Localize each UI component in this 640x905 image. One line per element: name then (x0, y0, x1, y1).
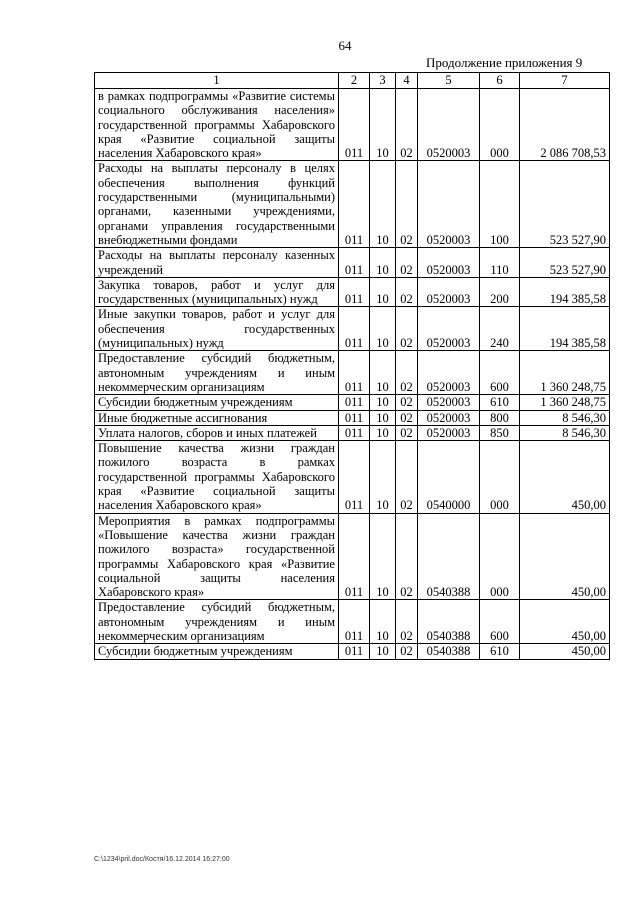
section-code: 10 (370, 277, 396, 307)
ministry-code: 011 (339, 644, 370, 659)
table-row (95, 89, 610, 161)
section-code: 10 (370, 441, 396, 513)
page-number: 64 (338, 38, 352, 53)
section-code: 10 (370, 161, 396, 248)
table-row (95, 248, 610, 278)
column-header: 2 (339, 73, 370, 89)
expense-name: Закупка товаров, работ и услуг для государственных (муниципальных) нужд (95, 277, 339, 307)
section-code: 10 (370, 351, 396, 395)
footer-file-path: C:\1234\pril.doc/Костя/16.12.2014 16:27:00 (94, 856, 230, 863)
amount: 194 385,58 (520, 277, 610, 307)
expense-type-code: 610 (480, 395, 520, 410)
expense-name: Повышение качества жизни граждан пожилого возраста в рамках государственной программы Хабаровского края «Развитие социальной защиты населения Хабаровского края» (95, 441, 339, 513)
continuation-label: Продолжение приложения 9 (426, 55, 583, 70)
table-row (95, 441, 610, 513)
subsection-code: 02 (396, 395, 418, 410)
ministry-code: 011 (339, 277, 370, 307)
amount: 8 546,30 (520, 410, 610, 425)
amount: 450,00 (520, 513, 610, 600)
table-header-row (95, 73, 610, 89)
ministry-code: 011 (339, 161, 370, 248)
ministry-code: 011 (339, 410, 370, 425)
target-article-code: 0520003 (418, 161, 480, 248)
column-header: 6 (480, 73, 520, 89)
amount: 194 385,58 (520, 307, 610, 351)
budget-table (94, 72, 610, 660)
amount: 8 546,30 (520, 425, 610, 440)
table-row (95, 277, 610, 307)
target-article-code: 0520003 (418, 425, 480, 440)
expense-name: в рамках подпрограммы «Развитие системы социального обслуживания населения» государственной программы Хабаровского края «Развитие социальной защиты населения Хабаровского края» (95, 89, 339, 161)
column-header: 1 (95, 73, 339, 89)
subsection-code: 02 (396, 410, 418, 425)
expense-name: Предоставление субсидий бюджетным, автономным учреждениям и иным некоммерческим организациям (95, 351, 339, 395)
table-row (95, 425, 610, 440)
expense-type-code: 600 (480, 351, 520, 395)
section-code: 10 (370, 248, 396, 278)
expense-type-code: 800 (480, 410, 520, 425)
target-article-code: 0540388 (418, 513, 480, 600)
expense-type-code: 610 (480, 644, 520, 659)
subsection-code: 02 (396, 307, 418, 351)
section-code: 10 (370, 410, 396, 425)
expense-type-code: 110 (480, 248, 520, 278)
expense-type-code: 200 (480, 277, 520, 307)
expense-name: Расходы на выплаты персоналу в целях обеспечения выполнения функций государственными (муниципальными) органами, казенными учреждениями, органами управления государственными внебюджетными фондами (95, 161, 339, 248)
subsection-code: 02 (396, 600, 418, 644)
expense-type-code: 000 (480, 513, 520, 600)
target-article-code: 0520003 (418, 248, 480, 278)
amount: 2 086 708,53 (520, 89, 610, 161)
subsection-code: 02 (396, 441, 418, 513)
expense-type-code: 000 (480, 441, 520, 513)
target-article-code: 0540000 (418, 441, 480, 513)
target-article-code: 0540388 (418, 644, 480, 659)
section-code: 10 (370, 89, 396, 161)
expense-name: Уплата налогов, сборов и иных платежей (95, 425, 339, 440)
amount: 523 527,90 (520, 161, 610, 248)
expense-name: Иные закупки товаров, работ и услуг для обеспечения государственных (муниципальных) нужд (95, 307, 339, 351)
ministry-code: 011 (339, 513, 370, 600)
target-article-code: 0520003 (418, 395, 480, 410)
amount: 450,00 (520, 441, 610, 513)
ministry-code: 011 (339, 351, 370, 395)
section-code: 10 (370, 513, 396, 600)
subsection-code: 02 (396, 425, 418, 440)
subsection-code: 02 (396, 248, 418, 278)
table-row (95, 307, 610, 351)
amount: 1 360 248,75 (520, 395, 610, 410)
expense-type-code: 850 (480, 425, 520, 440)
target-article-code: 0520003 (418, 351, 480, 395)
ministry-code: 011 (339, 600, 370, 644)
ministry-code: 011 (339, 307, 370, 351)
section-code: 10 (370, 425, 396, 440)
table-row (95, 410, 610, 425)
subsection-code: 02 (396, 89, 418, 161)
subsection-code: 02 (396, 277, 418, 307)
column-header: 4 (396, 73, 418, 89)
section-code: 10 (370, 600, 396, 644)
target-article-code: 0540388 (418, 600, 480, 644)
subsection-code: 02 (396, 161, 418, 248)
table-row (95, 161, 610, 248)
column-header: 3 (370, 73, 396, 89)
column-header: 7 (520, 73, 610, 89)
expense-name: Субсидии бюджетным учреждениям (95, 644, 339, 659)
expense-name: Мероприятия в рамках подпрограммы «Повышение качества жизни граждан пожилого возраста» государственной программы Хабаровского края «Развитие социальной защиты населения Хабаровского края» (95, 513, 339, 600)
target-article-code: 0520003 (418, 307, 480, 351)
table-row (95, 513, 610, 600)
subsection-code: 02 (396, 644, 418, 659)
ministry-code: 011 (339, 248, 370, 278)
expense-name: Предоставление субсидий бюджетным, автономным учреждениям и иным некоммерческим организациям (95, 600, 339, 644)
amount: 523 527,90 (520, 248, 610, 278)
table-row (95, 351, 610, 395)
amount: 1 360 248,75 (520, 351, 610, 395)
section-code: 10 (370, 395, 396, 410)
amount: 450,00 (520, 600, 610, 644)
subsection-code: 02 (396, 351, 418, 395)
expense-name: Расходы на выплаты персоналу казенных учреждений (95, 248, 339, 278)
ministry-code: 011 (339, 89, 370, 161)
table-row (95, 644, 610, 659)
target-article-code: 0520003 (418, 277, 480, 307)
expense-type-code: 000 (480, 89, 520, 161)
target-article-code: 0520003 (418, 89, 480, 161)
ministry-code: 011 (339, 441, 370, 513)
expense-name: Субсидии бюджетным учреждениям (95, 395, 339, 410)
ministry-code: 011 (339, 425, 370, 440)
table-row (95, 395, 610, 410)
expense-type-code: 240 (480, 307, 520, 351)
section-code: 10 (370, 644, 396, 659)
ministry-code: 011 (339, 395, 370, 410)
target-article-code: 0520003 (418, 410, 480, 425)
table-row (95, 600, 610, 644)
expense-name: Иные бюджетные ассигнования (95, 410, 339, 425)
expense-type-code: 100 (480, 161, 520, 248)
amount: 450,00 (520, 644, 610, 659)
expense-type-code: 600 (480, 600, 520, 644)
subsection-code: 02 (396, 513, 418, 600)
section-code: 10 (370, 307, 396, 351)
column-header: 5 (418, 73, 480, 89)
